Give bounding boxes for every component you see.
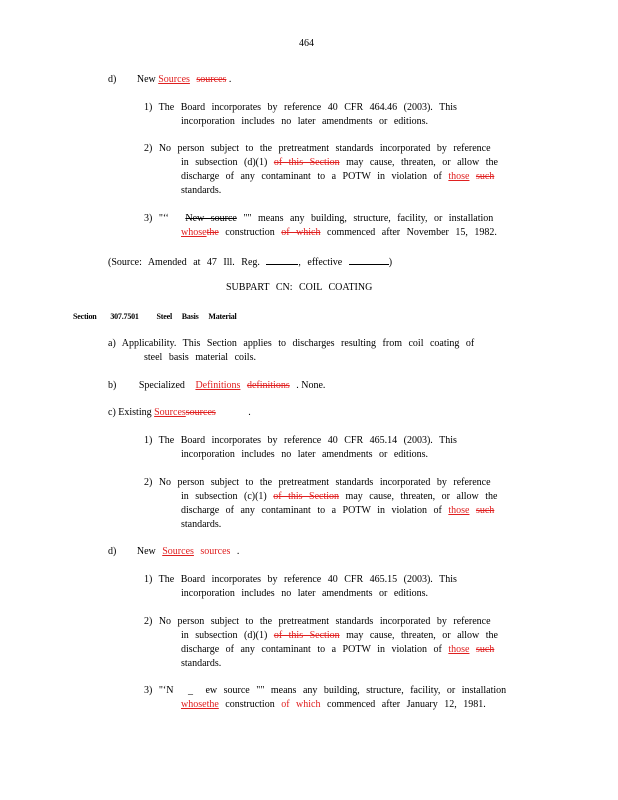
text: in subsection (d)(1) [181,630,268,641]
text: construction [225,699,275,710]
subsection-a-line-1: a) Applicability. This Section applies to discharges resulting from coil coating of [108,338,475,349]
text: in subsection (c)(1) [181,491,267,502]
text: commenced after January 12, 1981. [327,699,486,710]
text: means any building, structure, facility, or installation [270,685,507,696]
subsection-d-heading [108,546,239,558]
paragraph-2-line-4: standards. [181,658,222,669]
text: , effective [298,257,343,268]
blank-line [349,255,389,265]
page-number: 464 [299,38,314,49]
deletion: such [475,505,495,516]
insertion: whose [181,699,207,710]
text: New [136,74,156,85]
paragraph-3-line-2 [181,699,486,711]
text: in subsection (d)(1) [181,157,268,168]
subsection-d-heading [108,74,231,86]
paragraph-3-line-1 [144,685,506,697]
paragraph-1-line-1: 1) The Board incorporates by reference 40 CFR 465.14 (2003). This [144,435,457,446]
paragraph-2-line-2 [181,157,498,169]
insertion: Sources [162,546,194,557]
paragraph-2-line-1: 2) No person subject to the pretreatment standards incorporated by reference [144,616,491,627]
paragraph-2-line-3 [181,505,494,517]
text: ew source [205,685,250,696]
insertion: Sources [158,74,190,85]
subsection-c [108,407,251,419]
paragraph-2-line-3 [181,644,494,656]
text: Specialized [138,380,185,391]
text: Material [208,312,237,321]
text: 3) "‘‘ [144,213,169,224]
text: Steel [156,312,172,321]
deletion: of this Section [273,630,340,641]
paragraph-3-line-1 [144,213,493,225]
text: _ [187,685,193,696]
text: . [236,546,240,557]
insertion: the [206,699,219,710]
subpart-heading: SUBPART CN: COIL COATING [226,282,373,293]
text: discharge of any contaminant to a POTW in violation of [181,505,442,516]
insertion: those [448,644,470,655]
insertion: those [448,171,470,182]
insertion: whose [181,227,207,238]
text: may cause, threaten, or allow the [346,157,498,168]
paragraph-2-line-4: standards. [181,185,222,196]
text: (Source: Amended at 47 Ill. Reg. [108,257,260,268]
paragraph-2-line-1: 2) No person subject to the pretreatment standards incorporated by reference [144,143,491,154]
paragraph-1-line-1: 1) The Board incorporates by reference 40 CFR 464.46 (2003). This [144,102,457,113]
paragraph-2-line-2 [181,630,498,642]
text: c) Existing [108,407,152,418]
blank-line [266,255,298,265]
text: New [136,546,156,557]
label: b) [108,380,117,391]
text: construction [225,227,275,238]
paragraph-1-line-2: incorporation includes no later amendments or editions. [181,116,428,127]
paragraph-2-line-3 [181,171,494,183]
deletion: sources [196,74,227,85]
text: may cause, threaten, or allow the [346,630,498,641]
subsection-a-line-2: steel basis material coils. [144,352,256,363]
deletion: definitions [246,380,290,391]
source-note [108,255,392,269]
deletion: such [475,171,495,182]
section-heading [73,311,237,323]
label: d) [108,74,117,85]
text: Basis [181,312,199,321]
subsection-b [108,380,325,392]
text: "" [243,213,252,224]
paragraph-2-line-1: 2) No person subject to the pretreatment standards incorporated by reference [144,477,491,488]
text: . None. [296,380,326,391]
paragraph-1-line-2: incorporation includes no later amendments or editions. [181,588,428,599]
paragraph-2-line-4: standards. [181,519,222,530]
text: discharge of any contaminant to a POTW in violation of [181,171,442,182]
insertion: of which [281,699,321,710]
text: New source [185,213,237,224]
deletion: of this Section [273,491,340,502]
text: . [248,407,251,418]
text: Section [73,312,97,321]
text: 3) "‘N [144,685,174,696]
text: 307.7501 [110,312,139,321]
text: may cause, threaten, or allow the [345,491,498,502]
text: . [228,74,232,85]
deletion: sources [185,407,216,418]
deletion: such [475,644,495,655]
text: discharge of any contaminant to a POTW in violation of [181,644,442,655]
deletion: the [206,227,219,238]
text: "" [256,685,265,696]
insertion: Definitions [195,380,241,391]
insertion: those [448,505,470,516]
label: d) [108,546,117,557]
deletion: of this Section [273,157,340,168]
paragraph-2-line-2 [181,491,497,503]
paragraph-1-line-1: 1) The Board incorporates by reference 40 CFR 465.15 (2003). This [144,574,457,585]
text: means any building, structure, facility, or installation [258,213,494,224]
text: ) [388,257,393,268]
insertion: sources [200,546,231,557]
insertion: Sources [154,407,186,418]
paragraph-3-line-2 [181,227,497,239]
text: commenced after November 15, 1982. [327,227,497,238]
deletion: of which [281,227,321,238]
paragraph-1-line-2: incorporation includes no later amendments or editions. [181,449,428,460]
